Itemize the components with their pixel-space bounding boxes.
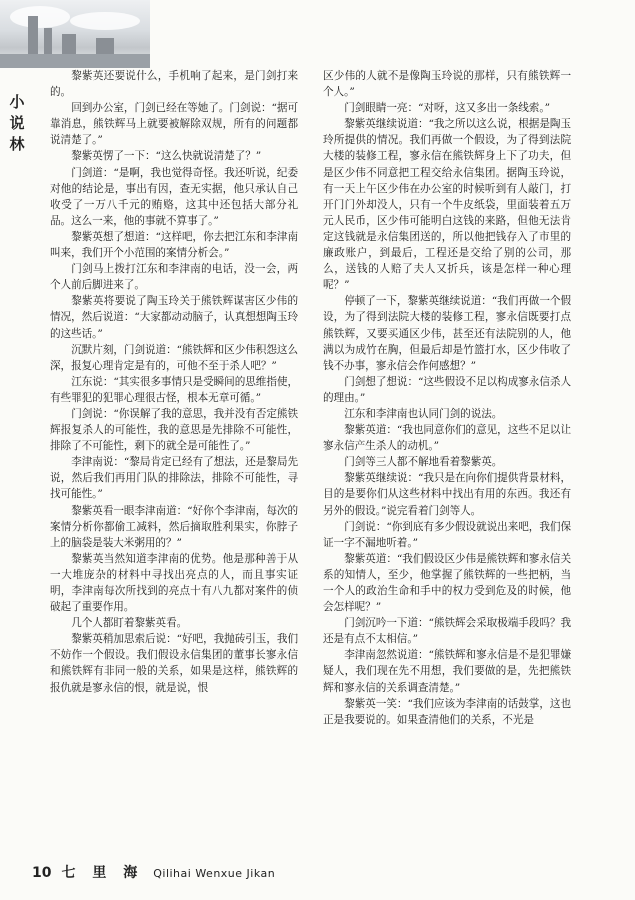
paragraph: 黎紫英稍加思索后说：“好吧，我抛砖引玉，我们不妨作一个假设。我们假设永信集团的董事长寥永信和熊铁辉有非同一般的关系，如果是这样，熊铁辉的报仇就是寥永信的恨，就是说，恨 — [50, 633, 298, 694]
paragraph: 门剑说：“你误解了我的意思，我并没有否定熊铁辉报复杀人的可能性，我的意思是先排除不可能性，排除了不可能性，剩下的就全是可能性了。” — [50, 407, 298, 453]
paragraph: 黎紫英将要说了陶玉玲关于熊铁辉谋害区少伟的情况，然后说道：“大家都动动脑子，认真想想陶玉玲的这些话。” — [50, 295, 298, 340]
left-column — [50, 68, 298, 696]
magazine-name: 七 里 海 — [61, 865, 144, 881]
paragraph: 门剑说：“你到底有多少假设就说出来吧，我们保证一字不漏地听着。” — [323, 520, 571, 549]
paragraph: 门剑想了想说：“这些假设不足以构成寥永信杀人的理由。” — [323, 375, 571, 404]
paragraph: 黎紫英一笑：“我们应该为李津南的话鼓掌，这也正是我要说的。如果查清他们的关系，不光是 — [323, 697, 571, 726]
paragraph: 沉默片刻，门剑说道：“熊铁辉和区少伟积怨这么深，报复心理肯定是有的，可他不至于杀人吧？” — [50, 343, 298, 372]
paragraph: 黎紫英愣了一下：“这么快就说清楚了？” — [71, 150, 262, 163]
paragraph: 李津南忽然说道：“熊铁辉和寥永信是不是犯罪嫌疑人，我们现在先不用想，我们要做的是，先把熊铁辉和寥永信的关系调查清楚。” — [323, 649, 571, 694]
paragraph: 回到办公室，门剑已经在等她了。门剑说：“据可靠消息，熊铁辉马上就要被解除双规，所有的问题都说清楚了。” — [50, 102, 298, 147]
paragraph: 区少伟的人就不是像陶玉玲说的那样，只有熊铁辉一个人。” — [323, 70, 571, 99]
paragraph: 黎紫英道：“我也同意你们的意见，这些不足以让寥永信产生杀人的动机。” — [323, 424, 571, 453]
header-cityscape-photo — [0, 0, 150, 68]
paragraph: 黎紫英想了想道：“这样吧，你去把江东和李津南叫来，我们开个小范围的案情分析会。” — [50, 230, 298, 260]
paragraph: 黎紫英道：“我们假设区少伟是熊铁辉和寥永信关系的知情人，至少，他掌握了熊铁辉的一些把柄，当一个人的政治生命和手中的权力受到危及的时候，他会怎样呢？” — [323, 552, 571, 614]
paragraph: 黎紫英继续说道：“我之所以这么说，根据是陶玉玲所提供的情况。我们再做一个假设，为了得到法院大楼的装修工程，寥永信在熊铁辉身上下了功夫，但是区少伟不同意把工程交给永信集团。据陶玉玲说，有一天上午区少伟在办公室的时候听到有人敲门，打开门门外却没人，只有一个牛皮纸袋，里面装着五万元人民币，区少伟可能明白这钱的来路，但他无法肯定这钱就是永信集团送的，所以他把钱存入了市里的廉政账户，到最后，工程还是交给了别的公司，那么，送钱的人赔了夫人又折兵，该是怎样一种心理呢？” — [323, 118, 571, 292]
section-label: 小说林 — [9, 93, 25, 153]
paragraph: 李津南说：“黎局肯定已经有了想法，还是黎局先说，然后我们再用门队的排除法，排除不可能性，寻找可能性。” — [50, 456, 298, 501]
page-number: 10 — [32, 865, 52, 881]
paragraph: 门剑等三人都不解地看着黎紫英。 — [344, 456, 503, 469]
paragraph: 江东和李津南也认同门剑的说法。 — [344, 407, 503, 420]
paragraph: 黎紫英还要说什么，手机响了起来，是门剑打来的。 — [50, 70, 298, 99]
right-column — [323, 68, 571, 728]
paragraph: 几个人都盯着黎紫英看。 — [71, 617, 188, 630]
paragraph: 门剑沉吟一下道：“熊铁辉会采取极端手段吗？我还是有点不太相信。” — [323, 617, 571, 646]
paragraph: 停顿了一下，黎紫英继续说道：“我们再做一个假设，为了得到法院大楼的装修工程，寥永信既要打点熊铁辉，又要买通区少伟，甚至还有法院别的人，他满以为成竹在胸，但最后却是竹篮打水，区少伟收了钱不办事，寥永信会作何感想？” — [323, 295, 571, 372]
page-footer — [32, 862, 275, 882]
paragraph: 门剑道：“是啊，我也觉得奇怪。我还听说，纪委对他的结论是，事出有因，查无实据，他只承认自己收受了一万八千元的贿赂，这其中还包括大部分礼品。这么一来，他的事就不算事了。” — [50, 166, 298, 227]
paragraph: 黎紫英看一眼李津南道：“好你个李津南，每次的案情分析你都偷工减料，然后摘取胜利果实，你脖子上的脑袋是装大米粥用的？” — [50, 504, 298, 549]
paragraph: 黎紫英当然知道李津南的优势。他是那种善于从一大堆庞杂的材料中寻找出亮点的人，而且事实证明，李津南每次所找到的亮点十有八九都对案件的侦破起了重要作用。 — [50, 552, 298, 614]
paragraph: 门剑马上拨打江东和李津南的电话，没一会，两个人前后脚进来了。 — [50, 263, 298, 292]
paragraph: 门剑眼睛一亮：“对呀，这又多出一条线索。” — [344, 102, 550, 115]
paragraph: 江东说：“其实很多事情只是受瞬间的思维指使，有些罪犯的犯罪心理很古怪，根本无章可循。” — [50, 375, 298, 404]
magazine-latin-name: Qilihai Wenxue Jikan — [153, 867, 276, 880]
paragraph: 黎紫英继续说：“我只是在向你们提供背景材料，目的是要你们从这些材料中找出有用的东西。我还有另外的假设。”说完看着门剑等人。 — [323, 472, 571, 517]
